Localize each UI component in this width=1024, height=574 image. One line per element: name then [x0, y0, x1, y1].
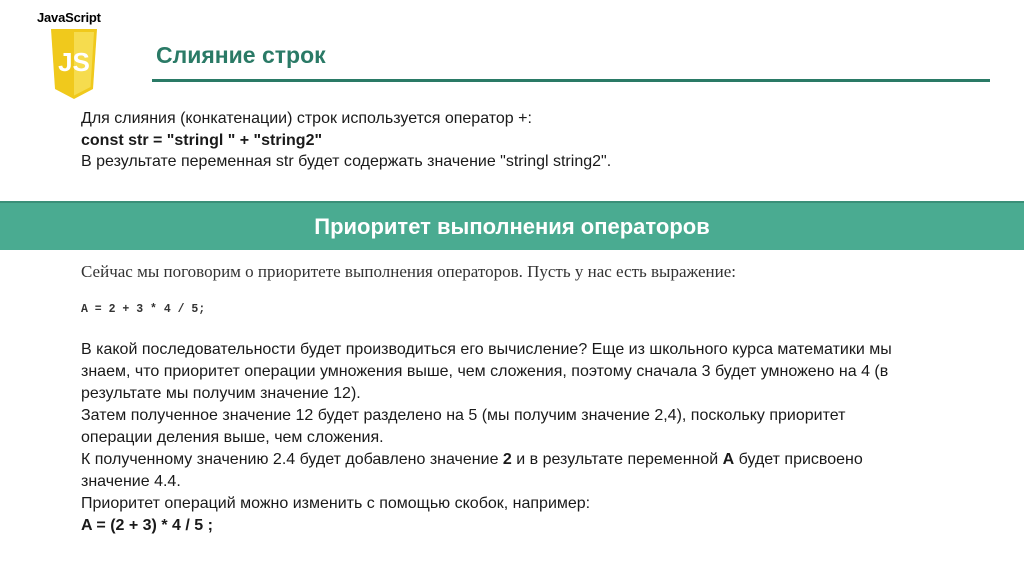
body-value-2: 2 [502, 451, 512, 468]
body-line-6-part-3: будет присвоено [734, 451, 863, 468]
body-line-6-part-2: и в результате переменной [511, 451, 723, 468]
body-line-2: знаем, что приоритет операции умножения выше, чем сложения, поэтому сначала 3 будет умножено на 4 (в [81, 363, 889, 380]
logo-badge-text: JS [58, 47, 90, 77]
title-divider [152, 79, 990, 82]
body-code-example: A = (2 + 3) * 4 / 5 ; [81, 517, 213, 534]
body-line-4: Затем полученное значение 12 будет разделено на 5 (мы получим значение 2,4), поскольку приоритет [81, 407, 846, 424]
explanation-text [81, 339, 981, 537]
body-line-7: значение 4.4. [81, 473, 181, 490]
intro-text: Сейчас мы поговорим о приоритете выполнения операторов. Пусть у нас есть выражение: [81, 262, 737, 281]
slide-title: Слияние строк [156, 42, 326, 68]
concat-code-line: const str = "stringl " + "string2" [81, 131, 323, 149]
body-line-6 [81, 449, 981, 471]
js-shield-icon [51, 29, 97, 99]
body-line-3: результате мы получим значение 12). [81, 385, 361, 402]
section-banner [0, 201, 1024, 250]
body-line-8: Приоритет операций можно изменить с помощью скобок, например: [81, 495, 591, 512]
body-line-1: В какой последовательности будет производиться его вычисление? Еще из школьного курса математики мы [81, 341, 892, 358]
code-expression: A = 2 + 3 * 4 / 5; [81, 303, 206, 316]
concat-line-3: В результате переменная str будет содержать значение "stringl string2". [81, 153, 612, 170]
logo-label: JavaScript [37, 10, 101, 25]
body-variable-a: A [722, 451, 735, 468]
body-line-6-part-1: К полученному значению 2.4 будет добавлено значение [81, 451, 503, 468]
body-line-5: операции деления выше, чем сложения. [81, 429, 384, 446]
concat-line-1: Для слияния (конкатенации) строк используется оператор +: [81, 110, 532, 127]
concat-section [81, 108, 611, 173]
section-title: Приоритет выполнения операторов [314, 214, 710, 239]
